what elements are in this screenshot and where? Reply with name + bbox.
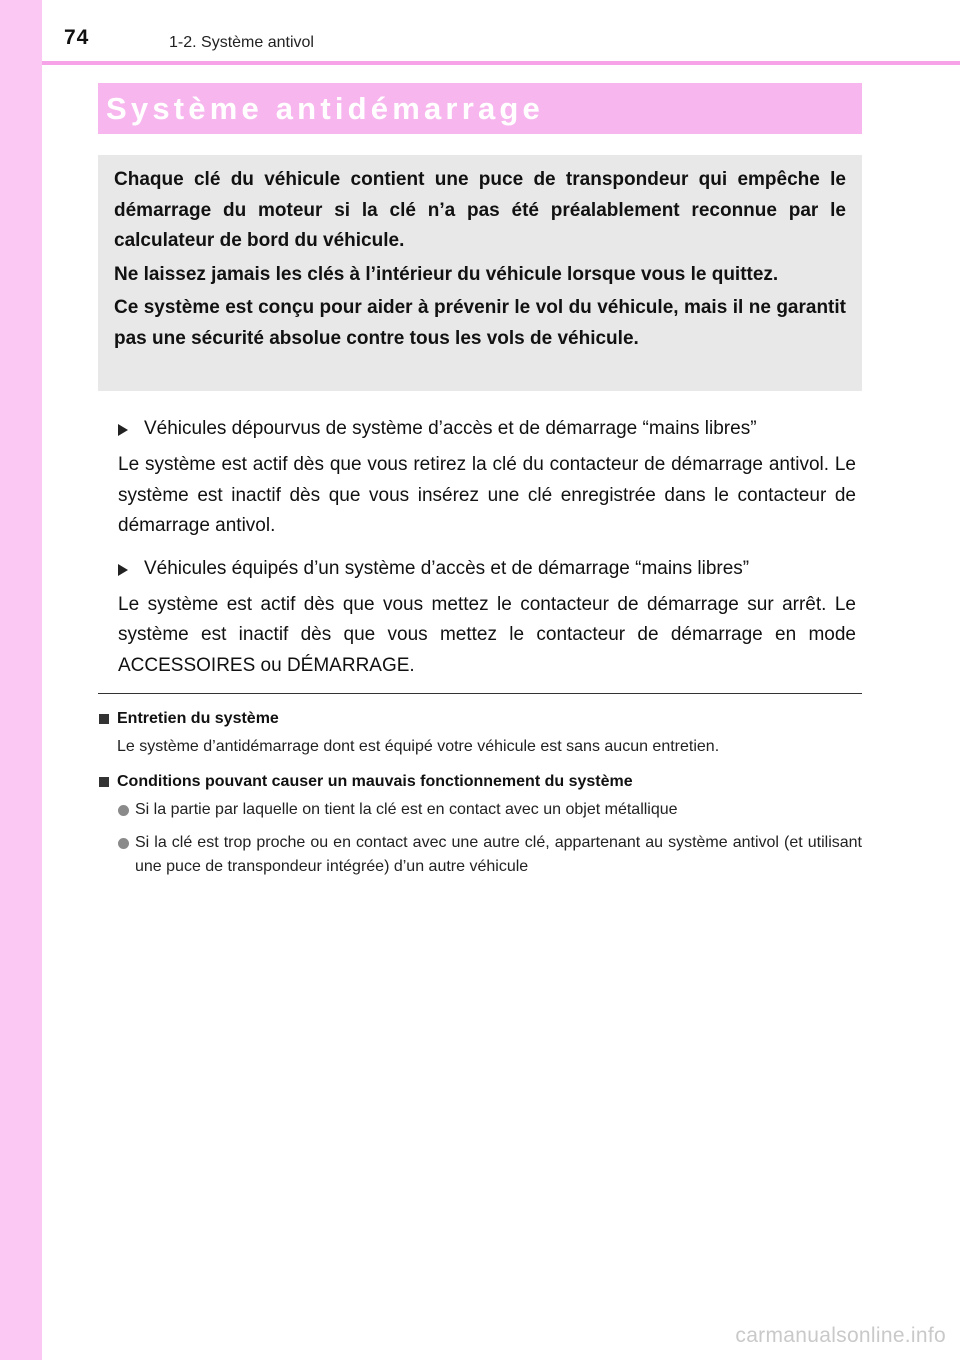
page-title: Système antidémarrage [106, 91, 544, 126]
note-heading-text: Conditions pouvant causer un mauvais fonctionnement du système [117, 773, 633, 790]
round-bullet-icon [118, 838, 129, 849]
notes-section [98, 707, 862, 888]
note-heading-malfunction [98, 770, 862, 794]
list-item-text: Si la clé est trop proche ou en contact avec une autre clé, appartenant au système antivol (et utilisant une puce de transpondeur intégrée) d’un autre véhicule [135, 834, 862, 875]
note-text: Le système d’antidémarrage dont est équipé votre véhicule est sans aucun entretien. [117, 738, 720, 755]
subsection-heading-text: Véhicules équipés d’un système d’accès et de démarrage “mains libres” [144, 557, 750, 579]
note-heading-text: Entretien du système [117, 710, 279, 727]
list-item-text: Si la partie par laquelle on tient la clé est en contact avec un objet métallique [135, 801, 678, 818]
list-item [117, 831, 862, 879]
page-margin-band [0, 0, 42, 1360]
arrow-icon [118, 564, 128, 576]
title-bar [98, 83, 862, 134]
intro-paragraph-2: Ne laissez jamais les clés à l’intérieur du véhicule lorsque vous le quittez. [114, 263, 779, 285]
watermark: carmanualsonline.info [735, 1324, 946, 1347]
subsection-heading-keyless-equipped [118, 554, 856, 584]
subsection-text: Le système est actif dès que vous retirez la clé du contacteur de démarrage antivol. Le système est inactif dès que vous insérez une clé enregistrée dans le contacteur de démarrage antivol. [118, 454, 856, 536]
notes-divider [98, 693, 862, 694]
round-bullet-icon [118, 805, 129, 816]
list-item [117, 798, 862, 822]
intro-paragraph-1: Chaque clé du véhicule contient une puce de transpondeur qui empêche le démarrage du moteur si la clé n’a pas été préalablement reconnue par le calculateur de bord du véhicule. [114, 169, 846, 251]
square-bullet-icon [99, 714, 109, 724]
square-bullet-icon [99, 777, 109, 787]
note-heading-maintenance [98, 707, 862, 731]
main-body [118, 414, 856, 693]
subsection-text: Le système est actif dès que vous mettez le contacteur de démarrage sur arrêt. Le système est inactif dès que vous mettez le contacteur de démarrage en mode ACCESSOIRES ou DÉMARRAGE. [118, 593, 856, 676]
section-label: 1-2. Système antivol [169, 34, 314, 51]
arrow-icon [118, 424, 128, 436]
page-number: 74 [64, 26, 90, 49]
header-rule [42, 61, 960, 65]
intro-paragraph-3: Ce système est conçu pour aider à prévenir le vol du véhicule, mais il ne garantit pas une sécurité absolue contre tous les vols de véhicule. [114, 297, 846, 349]
subsection-heading-text: Véhicules dépourvus de système d’accès et de démarrage “mains libres” [144, 418, 757, 439]
subsection-heading-keyless-absent [118, 414, 856, 444]
intro-box [98, 155, 862, 391]
